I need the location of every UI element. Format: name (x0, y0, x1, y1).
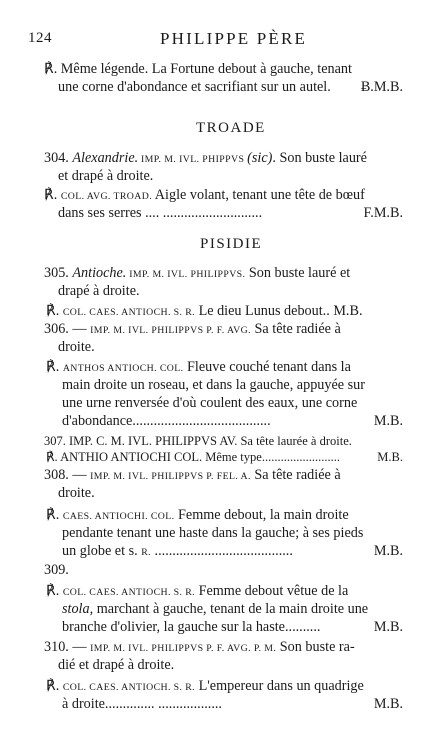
legend-text: ANTHOS ANTIOCH. COL. (62, 363, 184, 374)
reverse-mark: ℟. (46, 583, 63, 599)
line-text: une corne d'abondance et sacrifiant sur un autel. (58, 79, 331, 95)
entry-heading (44, 561, 69, 579)
line-text: Aigle volant, tenant une tête de bœuf (152, 187, 365, 203)
denomination: M.B. (373, 696, 403, 712)
entry-heading (44, 466, 341, 486)
text-line (58, 656, 174, 674)
line-text: d'abondance....................................... (62, 413, 271, 429)
text-line (62, 524, 363, 542)
line-text: L'empereur dans un quadrige (195, 678, 364, 694)
page-number: 124 (28, 30, 52, 46)
denomination: Ƀ.M.B. (360, 79, 403, 95)
legend-text: IMP. M. IVL. PHILIPPVS P. FEL. A. (90, 471, 251, 482)
entry-number: 310. — (44, 639, 91, 655)
entry-heading (44, 149, 367, 169)
reverse-mark: ℟. (46, 303, 63, 319)
legend-text: IMP. M. IVL. PHILIPPVS P. F. AVG. (90, 325, 251, 336)
denomination: M.B. (373, 413, 403, 429)
line-text: droite. (58, 485, 95, 501)
denomination: M.B. (373, 543, 403, 559)
legend-text: COL. CAES. ANTIOCH. S. R. (62, 307, 196, 318)
line-text: Fleuve couché tenant dans la (183, 359, 351, 375)
line-text: ℟. ANTHIO ANTIOCHI COL. Même type......................... (46, 450, 340, 464)
text-line (58, 338, 95, 356)
page-title: PHILIPPE PÈRE (160, 29, 308, 48)
reverse-mark: ℟. (46, 359, 63, 375)
text-line (62, 542, 403, 562)
italic-word: stola, (62, 601, 94, 617)
text-line (62, 618, 403, 636)
text-line (46, 582, 348, 602)
legend-text: R. (141, 547, 151, 558)
legend-text: COL. CAES. ANTIOCH. S. R. (62, 682, 196, 693)
text-line (62, 394, 357, 412)
line-text: main droite un roseau, et dans la gauche, appuyée sur (62, 377, 365, 393)
small-text-line (46, 448, 403, 466)
reverse-mark: ℟. (46, 678, 63, 694)
text-line (62, 376, 365, 394)
text-line (46, 506, 349, 526)
denomination: M.B. (377, 450, 403, 464)
text-line (58, 282, 140, 300)
entry-number: 305. (44, 265, 73, 281)
line-text: dié et drapé à droite. (58, 657, 175, 673)
section-title-pisidie: PISIDIE (200, 236, 263, 252)
line-text: branche d'olivier, la gauche sur la haste.......... (62, 619, 321, 635)
line-text: Sa tête radiée à (250, 467, 341, 483)
text-line (58, 484, 95, 502)
line-text: une urne renversée d'où coulent des eaux, une corne (62, 395, 358, 411)
text-line (62, 695, 403, 713)
line-text: à droite.............. .................. (62, 696, 222, 712)
entry-number: 308. — (44, 467, 91, 483)
line-text: Le dieu Lunus debout.. M.B. (195, 303, 363, 319)
line-text: Sa tête radiée à (250, 321, 341, 337)
line-text: Femme debout, la main droite (174, 507, 349, 523)
line-text: ℟. Même légende. La Fortune debout à gauche, tenant (44, 61, 352, 77)
entry-number: 304. (44, 150, 73, 166)
entry-number: 306. — (44, 321, 91, 337)
text-line (58, 167, 153, 185)
line-text: Son buste lauré et (245, 265, 351, 281)
line-text: ....................................... (151, 543, 293, 559)
line-text: dans ses serres .... ............................ (58, 205, 263, 221)
text-line (44, 186, 365, 206)
entry-number: 309. (44, 562, 69, 578)
city-name: Antioche. (72, 265, 127, 281)
text-line (62, 412, 403, 430)
line-text: pendante tenant une haste dans la gauche; à ses pieds (62, 525, 364, 541)
text-line (62, 600, 368, 618)
legend-text: CAES. ANTIOCHI. COL. (62, 511, 175, 522)
legend-text: IMP. M. IVL. PHILIPPVS P. F. AVG. P. M. (90, 643, 277, 654)
line-text: marchant à gauche, tenant de la main droite une (93, 601, 369, 617)
city-name: Alexandrie. (72, 150, 139, 166)
text-line (46, 677, 364, 697)
sic-note: (sic) (247, 150, 273, 166)
entry-heading (44, 638, 355, 658)
line-text: . Son buste lauré (272, 150, 367, 166)
text-line (58, 78, 403, 96)
entry-heading (44, 264, 350, 284)
legend-text: IMP. M. IVL. PHILIPPVS. (126, 269, 246, 280)
entry-heading (44, 320, 341, 340)
text-line (58, 204, 403, 222)
text-line (44, 60, 352, 78)
denomination: F.M.B. (363, 205, 403, 221)
line-text: un globe et s. (62, 543, 142, 559)
legend-text: IMP. M. IVL. PHIPPVS (138, 154, 248, 165)
text-line (46, 302, 363, 322)
line-text: 307. IMP. C. M. IVL. PHILIPPVS AV. Sa tête laurée à droite. (44, 434, 352, 448)
legend-text: COL. CAES. ANTIOCH. S. R. (62, 587, 196, 598)
line-text: et drapé à droite. (58, 168, 154, 184)
line-text: drapé à droite. (58, 283, 140, 299)
reverse-mark: ℟. (46, 507, 63, 523)
denomination: M.B. (373, 619, 403, 635)
reverse-mark: ℟. (44, 187, 61, 203)
line-text: Son buste ra- (276, 639, 355, 655)
line-text: droite. (58, 339, 95, 355)
line-text: Femme debout vêtue de la (195, 583, 349, 599)
section-title-troade: TROADE (196, 120, 266, 136)
legend-text: COL. AVG. TROAD. (60, 191, 153, 202)
text-line (46, 358, 351, 378)
